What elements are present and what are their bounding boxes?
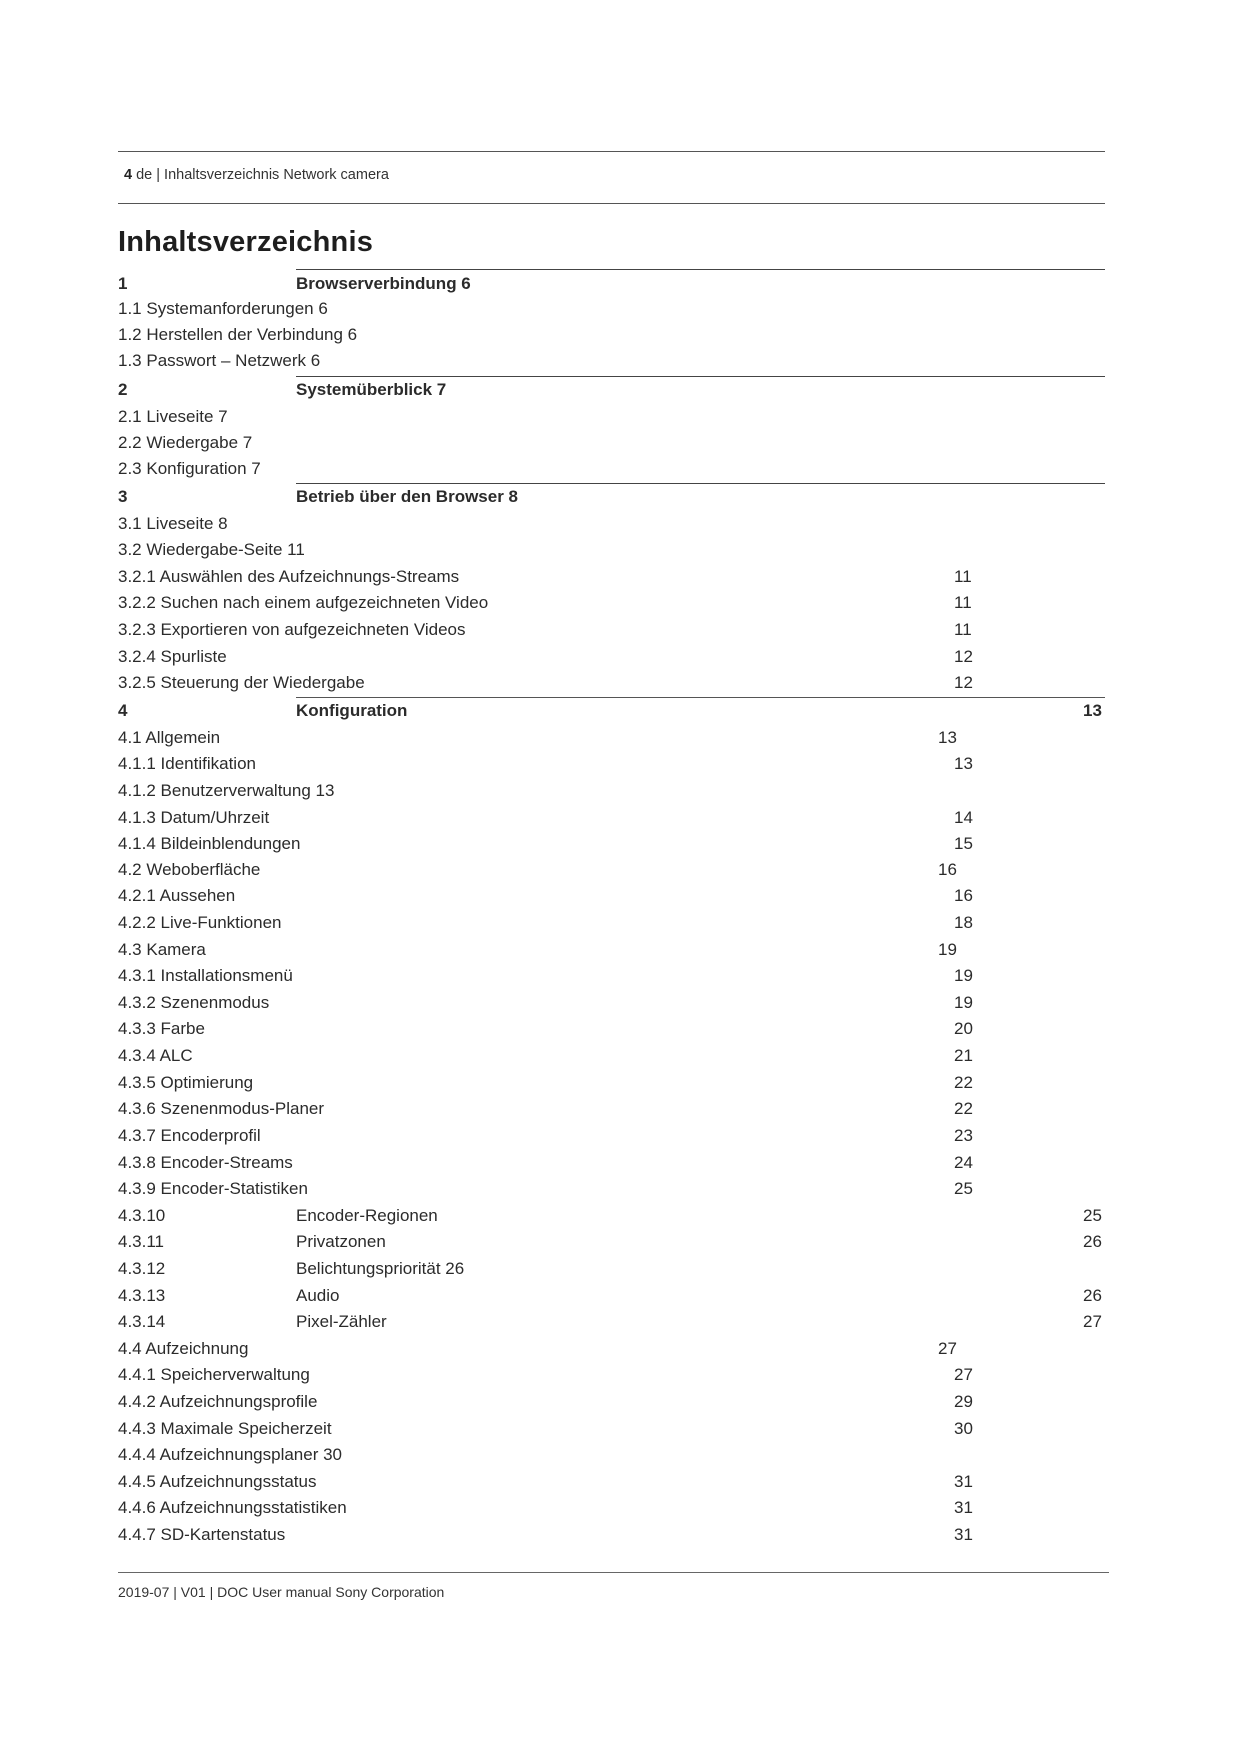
entry-title: 4.1.1 Identifikation [118,754,256,773]
entry-title: 4.4.4 Aufzeichnungsplaner 30 [118,1445,343,1464]
entry-title: 4.1.3 Datum/Uhrzeit [118,808,270,827]
entry-page: 25 [1083,1206,1102,1225]
header-top-rule [118,151,1105,152]
entry-title: 4.1.4 Bildeinblendungen [118,834,301,853]
entry-page: 27 [1083,1312,1102,1331]
entry-page: 14 [954,808,973,827]
toc-entry[interactable] [0,404,1241,430]
header-page-number: 4 [124,167,133,183]
section-number: 3 [118,487,128,506]
toc-entry[interactable] [0,590,1241,616]
toc-entry[interactable] [0,1495,1241,1521]
entry-title: 2.3 Konfiguration 7 [118,459,261,478]
entry-title: 4.4.1 Speicherverwaltung [118,1365,310,1384]
entry-title: 3.1 Liveseite 8 [118,514,228,533]
toc-entry[interactable] [0,883,1241,909]
toc-entry[interactable] [0,1442,1241,1468]
entry-page: 15 [954,834,973,853]
entry-title: 4.3.4 ALC [118,1046,193,1065]
entry-title: 3.2.3 Exportieren von aufgezeichneten Videos [118,620,466,639]
entry-title: 3.2.2 Suchen nach einem aufgezeichneten Video [118,593,489,612]
entry-page: 11 [954,567,972,586]
toc-entry[interactable] [0,751,1241,777]
section-number: 1 [118,274,128,293]
entry-title: 4.4.3 Maximale Speicherzeit [118,1419,332,1438]
entry-title: 4.1.2 Benutzerverwaltung 13 [118,781,335,800]
entry-number: 4.3.14 [118,1312,166,1331]
entry-title: 4.3.8 Encoder-Streams [118,1153,293,1172]
entry-page: 11 [954,620,972,639]
entry-title: 4.2.1 Aussehen [118,886,236,905]
entry-title: 4.3.1 Installationsmenü [118,966,293,985]
entry-title: 1.3 Passwort – Netzwerk 6 [118,351,321,370]
entry-title: 1.2 Herstellen der Verbindung 6 [118,325,358,344]
toc-entry[interactable] [0,910,1241,936]
entry-title: 2.1 Liveseite 7 [118,407,228,426]
entry-page: 16 [954,886,973,905]
entry-title: 4.3 Kamera [118,940,206,959]
toc-entry[interactable] [0,348,1241,374]
entry-number: 4.3.13 [118,1286,166,1305]
entry-page: 26 [1083,1286,1102,1305]
entry-page: 22 [954,1099,973,1118]
header-bottom-rule [118,203,1105,204]
entry-page: 18 [954,913,973,932]
section-rule [296,269,1105,270]
entry-title: 4.4.6 Aufzeichnungsstatistiken [118,1498,347,1517]
entry-title: 2.2 Wiedergabe 7 [118,433,253,452]
toc-entry[interactable] [0,511,1241,537]
toc-section-2[interactable] [0,377,1241,403]
header-running-title: de | Inhaltsverzeichnis Network camera [136,167,389,183]
entry-page: 31 [954,1472,973,1491]
entry-title: 4.3.2 Szenenmodus [118,993,270,1012]
entry-title: 4.2.2 Live-Funktionen [118,913,282,932]
section-page: 13 [1083,701,1102,720]
section-title: Konfiguration [296,701,408,720]
toc-entry[interactable] [0,1203,1241,1229]
entry-title: 1.1 Systemanforderungen 6 [118,299,328,318]
entry-page: 12 [954,673,973,692]
entry-title: 3.2 Wiedergabe-Seite 11 [118,540,305,559]
page-footer: 2019-07 | V01 | DOC User manual Sony Corporation [118,1584,445,1600]
toc-entry[interactable] [0,1336,1241,1362]
section-number: 2 [118,380,128,399]
entry-title: 4.3.9 Encoder-Statistiken [118,1179,308,1198]
toc-entry[interactable] [0,617,1241,643]
toc-entry[interactable] [0,1016,1241,1042]
toc-entry[interactable] [0,805,1241,831]
entry-page: 29 [954,1392,973,1411]
toc-entry[interactable] [0,990,1241,1016]
section-title: Betrieb über den Browser 8 [296,487,519,506]
entry-title: 4.3.3 Farbe [118,1019,205,1038]
entry-page: 19 [954,993,973,1012]
entry-title: 4.4.2 Aufzeichnungsprofile [118,1392,318,1411]
toc-entry[interactable] [0,778,1241,804]
entry-page: 25 [954,1179,973,1198]
toc-entry[interactable] [0,537,1241,563]
toc-entry[interactable] [0,456,1241,482]
entry-title: 3.2.4 Spurliste [118,647,227,666]
toc-entry[interactable] [0,1096,1241,1122]
entry-page: 23 [954,1126,973,1145]
toc-entry[interactable] [0,1362,1241,1388]
entry-number: 4.3.11 [118,1232,165,1251]
toc-entry[interactable] [0,322,1241,348]
toc-entry[interactable] [0,564,1241,590]
toc-entry[interactable] [0,1469,1241,1495]
entry-number: 4.3.10 [118,1206,166,1225]
entry-title: 4.2 Weboberfläche [118,860,261,879]
entry-title: 3.2.1 Auswählen des Aufzeichnungs-Streams [118,567,460,586]
entry-page: 13 [954,754,973,773]
toc-section-3[interactable] [0,484,1241,510]
entry-number: 4.3.12 [118,1259,166,1278]
entry-title: Pixel-Zähler [296,1312,387,1331]
entry-page: 19 [938,940,957,959]
running-header [124,167,389,183]
toc-entry[interactable] [0,857,1241,883]
toc-entry[interactable] [0,1416,1241,1442]
toc-entry[interactable] [0,1256,1241,1282]
entry-page: 21 [954,1046,973,1065]
toc-entry[interactable] [0,1309,1241,1335]
entry-title: 4.1 Allgemein [118,728,221,747]
toc-section-4[interactable] [0,698,1241,724]
entry-page: 16 [938,860,957,879]
entry-title: 4.3.5 Optimierung [118,1073,254,1092]
entry-title: Encoder-Regionen [296,1206,438,1225]
toc-entry[interactable] [0,670,1241,696]
entry-title: 4.3.6 Szenenmodus-Planer [118,1099,325,1118]
footer-rule [118,1572,1109,1573]
section-number: 4 [118,701,128,720]
entry-title: Belichtungspriorität 26 [296,1259,465,1278]
toc-section-1[interactable] [0,271,1241,297]
entry-title: Audio [296,1286,340,1305]
entry-page: 31 [954,1498,973,1517]
entry-page: 12 [954,647,973,666]
toc-entry[interactable] [0,1070,1241,1096]
toc-entry[interactable] [0,1229,1241,1255]
entry-title: Privatzonen [296,1232,386,1251]
toc-entry[interactable] [0,725,1241,751]
entry-page: 13 [938,728,957,747]
entry-title: 4.4 Aufzeichnung [118,1339,249,1358]
entry-page: 30 [954,1419,973,1438]
toc-entry[interactable] [0,1522,1241,1548]
toc-entry[interactable] [0,1150,1241,1176]
toc-entry[interactable] [0,1043,1241,1069]
entry-page: 11 [954,593,972,612]
entry-page: 24 [954,1153,973,1172]
entry-page: 27 [954,1365,973,1384]
entry-title: 3.2.5 Steuerung der Wiedergabe [118,673,365,692]
entry-page: 22 [954,1073,973,1092]
toc-entry[interactable] [0,430,1241,456]
section-title: Browserverbindung 6 [296,274,471,293]
toc-entry[interactable] [0,1123,1241,1149]
entry-title: 4.3.7 Encoderprofil [118,1126,261,1145]
section-title: Systemüberblick 7 [296,380,447,399]
toc-entry[interactable] [0,1389,1241,1415]
toc-entry[interactable] [0,831,1241,857]
page-title: Inhaltsverzeichnis [118,226,374,258]
entry-page: 26 [1083,1232,1102,1251]
toc-entry[interactable] [0,1283,1241,1309]
entry-title: 4.4.7 SD-Kartenstatus [118,1525,286,1544]
toc-entry[interactable] [0,644,1241,670]
entry-page: 20 [954,1019,973,1038]
entry-title: 4.4.5 Aufzeichnungsstatus [118,1472,317,1491]
entry-page: 31 [954,1525,973,1544]
toc-entry[interactable] [0,296,1241,322]
entry-page: 19 [954,966,973,985]
entry-page: 27 [938,1339,957,1358]
toc-entry[interactable] [0,1176,1241,1202]
toc-entry[interactable] [0,963,1241,989]
toc-entry[interactable] [0,937,1241,963]
